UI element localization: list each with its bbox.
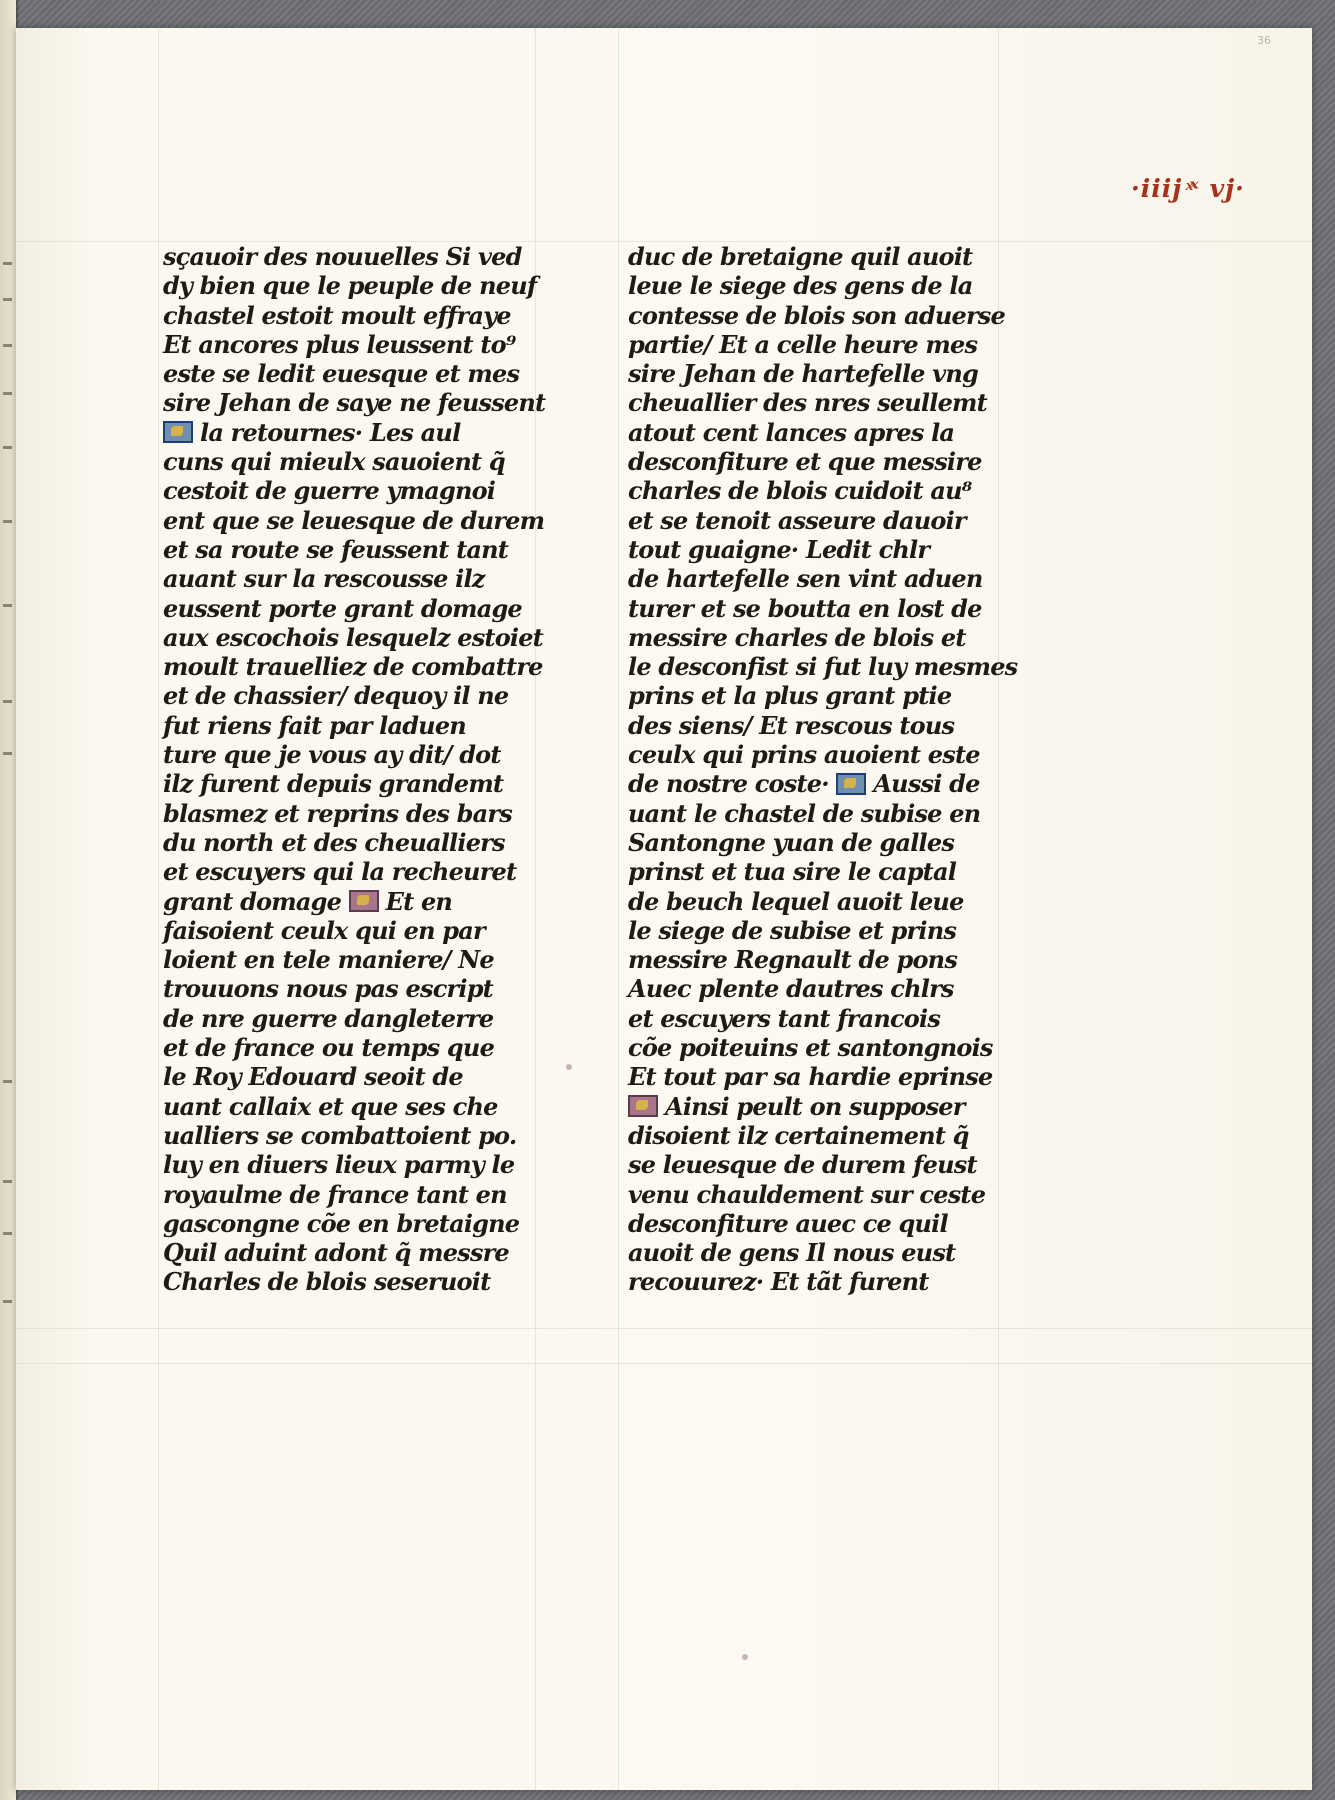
line-text: contesse de blois son aduerse [628, 300, 1005, 330]
text-line [628, 711, 1028, 740]
text-line [163, 1121, 563, 1150]
line-text: Et ancores plus leussent to⁹ [163, 329, 516, 359]
line-text: Ainsi peult on supposer [665, 1091, 965, 1121]
line-text: gascongne cõe en bretaigne [163, 1208, 520, 1238]
text-line [628, 887, 1028, 916]
text-line [163, 271, 563, 300]
line-text: faisoient ceulx qui en par [163, 915, 485, 945]
text-column-left [163, 242, 563, 1297]
line-text: trouuons nous pas escript [163, 974, 493, 1004]
line-text: fut riens fait par laduen [163, 710, 466, 740]
line-text: aux escochois lesquelz estoiet [163, 622, 543, 652]
text-line [628, 564, 1028, 593]
line-text: Et en [385, 886, 453, 916]
line-text: le Roy Edouard seoit de [163, 1062, 463, 1092]
folio-heading: ·iiij ͯˣ vj· [1131, 174, 1245, 203]
line-text: ilz furent depuis grandemt [163, 769, 504, 799]
text-line [163, 359, 563, 388]
line-text: cuns qui mieulx sauoient q̃ [163, 447, 505, 477]
text-line [163, 799, 563, 828]
text-line [628, 1180, 1028, 1209]
text-line [163, 1238, 563, 1267]
text-line [628, 769, 1028, 798]
line-text: tout guaigne· Ledit chlr [628, 534, 930, 564]
line-text: du north et des cheualliers [163, 827, 505, 857]
line-text: desconfiture auec ce quil [628, 1208, 948, 1238]
text-line [163, 447, 563, 476]
text-line [163, 740, 563, 769]
line-text: de nre guerre dangleterre [163, 1003, 494, 1033]
text-line [628, 418, 1028, 447]
text-line [628, 681, 1028, 710]
line-text: messire charles de blois et [628, 622, 966, 652]
illuminated-initial [836, 773, 866, 795]
line-text: et se tenoit asseure dauoir [628, 505, 966, 535]
line-text: auant sur la rescousse ilz [163, 564, 485, 594]
text-line [628, 535, 1028, 564]
line-text: de beuch lequel auoit leue [628, 886, 964, 916]
line-text: et de france ou temps que [163, 1033, 495, 1063]
text-line [628, 242, 1028, 271]
line-text: des siens/ Et rescous tous [628, 710, 955, 740]
text-line [628, 1267, 1028, 1296]
line-text: et escuyers tant francois [628, 1003, 941, 1033]
previous-page-edge [0, 0, 16, 1800]
line-text: chastel estoit moult effraye [163, 300, 511, 330]
line-text: de hartefelle sen vint aduen [628, 564, 983, 594]
text-line [163, 388, 563, 417]
text-line [628, 1121, 1028, 1150]
text-line [628, 1062, 1028, 1091]
text-line [628, 1238, 1028, 1267]
line-text: Charles de blois seseruoit [163, 1267, 491, 1297]
line-text: cõe poiteuins et santongnois [628, 1033, 993, 1063]
text-line [628, 359, 1028, 388]
text-line [163, 476, 563, 505]
line-text: charles de blois cuidoit au⁸ [628, 476, 972, 506]
text-line [628, 1033, 1028, 1062]
text-line [163, 1209, 563, 1238]
line-text: le desconfist si fut luy mesmes [628, 652, 1018, 682]
ink-dot [566, 1064, 572, 1070]
text-line [163, 506, 563, 535]
line-text: loient en tele maniere/ Ne [163, 945, 494, 975]
ink-dot [742, 1654, 748, 1660]
text-line [163, 1150, 563, 1179]
text-line [628, 447, 1028, 476]
line-text: Santongne yuan de galles [628, 827, 955, 857]
text-line [628, 740, 1028, 769]
text-line [628, 330, 1028, 359]
text-line [163, 857, 563, 886]
line-text: la retournes· Les aul [200, 417, 461, 447]
text-line [163, 681, 563, 710]
text-line [163, 1267, 563, 1296]
line-text: auoit de gens Il nous eust [628, 1238, 956, 1268]
text-line [163, 535, 563, 564]
line-text: et sa route se feussent tant [163, 534, 509, 564]
line-text: recouurez· Et tãt furent [628, 1267, 929, 1297]
line-text: Auec plente dautres chlrs [628, 974, 954, 1004]
text-line [628, 1209, 1028, 1238]
line-text: luy en diuers lieux parmy le [163, 1150, 515, 1180]
line-text: desconfiture et que messire [628, 447, 982, 477]
text-line [628, 652, 1028, 681]
line-text: Quil aduint adont q̃ messre [163, 1238, 509, 1268]
line-text: ualliers se combattoient po. [163, 1120, 517, 1150]
text-line [163, 301, 563, 330]
text-line [628, 594, 1028, 623]
line-text: sire Jehan de hartefelle vng [628, 359, 978, 389]
line-text: atout cent lances apres la [628, 417, 955, 447]
line-text: messire Regnault de pons [628, 945, 958, 975]
line-text: uant callaix et que ses che [163, 1091, 498, 1121]
line-text: turer et se boutta en lost de [628, 593, 982, 623]
text-line [628, 916, 1028, 945]
text-line [163, 945, 563, 974]
text-line [163, 1092, 563, 1121]
text-line [628, 506, 1028, 535]
line-text: le siege de subise et prins [628, 915, 957, 945]
page-number: 36 [1257, 34, 1271, 47]
line-text: este se ledit euesque et mes [163, 359, 520, 389]
line-text: dy bien que le peuple de neuf [163, 271, 537, 301]
text-line [628, 945, 1028, 974]
illuminated-initial [628, 1095, 658, 1117]
line-text: prins et la plus grant ptie [628, 681, 952, 711]
line-text: blasmez et reprins des bars [163, 798, 512, 828]
text-line [628, 301, 1028, 330]
line-text: prinst et tua sire le captal [628, 857, 957, 887]
line-text: disoient ilz certainement q̃ [628, 1120, 969, 1150]
text-line [628, 623, 1028, 652]
illuminated-initial [163, 421, 193, 443]
line-text-before-initial: de nostre coste· [628, 769, 837, 799]
text-line [163, 916, 563, 945]
text-line [628, 1150, 1028, 1179]
line-text: duc de bretaigne quil auoit [628, 242, 973, 271]
line-text: partie/ Et a celle heure mes [628, 329, 978, 359]
text-line [163, 242, 563, 271]
line-text: ture que je vous ay dit/ dot [163, 740, 501, 770]
line-text: moult trauelliez de combattre [163, 652, 543, 682]
line-text: leue le siege des gens de la [628, 271, 973, 301]
text-line [163, 1033, 563, 1062]
line-text: cestoit de guerre ymagnoi [163, 476, 496, 506]
illuminated-initial [349, 890, 379, 912]
text-line [163, 564, 563, 593]
text-line [628, 828, 1028, 857]
text-line [163, 652, 563, 681]
line-text: sçauoir des nouuelles Si ved [163, 242, 522, 271]
line-text: et escuyers qui la recheuret [163, 857, 517, 887]
text-line [628, 388, 1028, 417]
line-text: se leuesque de durem feust [628, 1150, 977, 1180]
text-line [163, 418, 563, 447]
text-line [163, 594, 563, 623]
line-text: royaulme de france tant en [163, 1179, 507, 1209]
line-text-before-initial: grant domage [163, 886, 349, 916]
text-line [628, 476, 1028, 505]
line-text: Et tout par sa hardie eprinse [628, 1062, 993, 1092]
line-text: Aussi de [873, 769, 980, 799]
line-text: eussent porte grant domage [163, 593, 522, 623]
line-text: uant le chastel de subise en [628, 798, 981, 828]
text-line [163, 1062, 563, 1091]
text-line [628, 799, 1028, 828]
text-line [163, 1004, 563, 1033]
line-text: sire Jehan de saye ne feussent [163, 388, 546, 418]
text-line [163, 974, 563, 1003]
text-line [163, 330, 563, 359]
text-line [628, 857, 1028, 886]
text-line [163, 623, 563, 652]
text-line [628, 1004, 1028, 1033]
text-line [163, 828, 563, 857]
text-line [628, 1092, 1028, 1121]
line-text: venu chauldement sur ceste [628, 1179, 986, 1209]
text-line [163, 769, 563, 798]
line-text: ent que se leuesque de durem [163, 505, 545, 535]
text-line [163, 1180, 563, 1209]
text-line [628, 974, 1028, 1003]
text-line [628, 271, 1028, 300]
line-text: cheuallier des nres seullemt [628, 388, 987, 418]
text-line [163, 711, 563, 740]
text-column-right [628, 242, 1028, 1297]
line-text: ceulx qui prins auoient este [628, 740, 980, 770]
text-line [163, 887, 563, 916]
line-text: et de chassier/ dequoy il ne [163, 681, 509, 711]
